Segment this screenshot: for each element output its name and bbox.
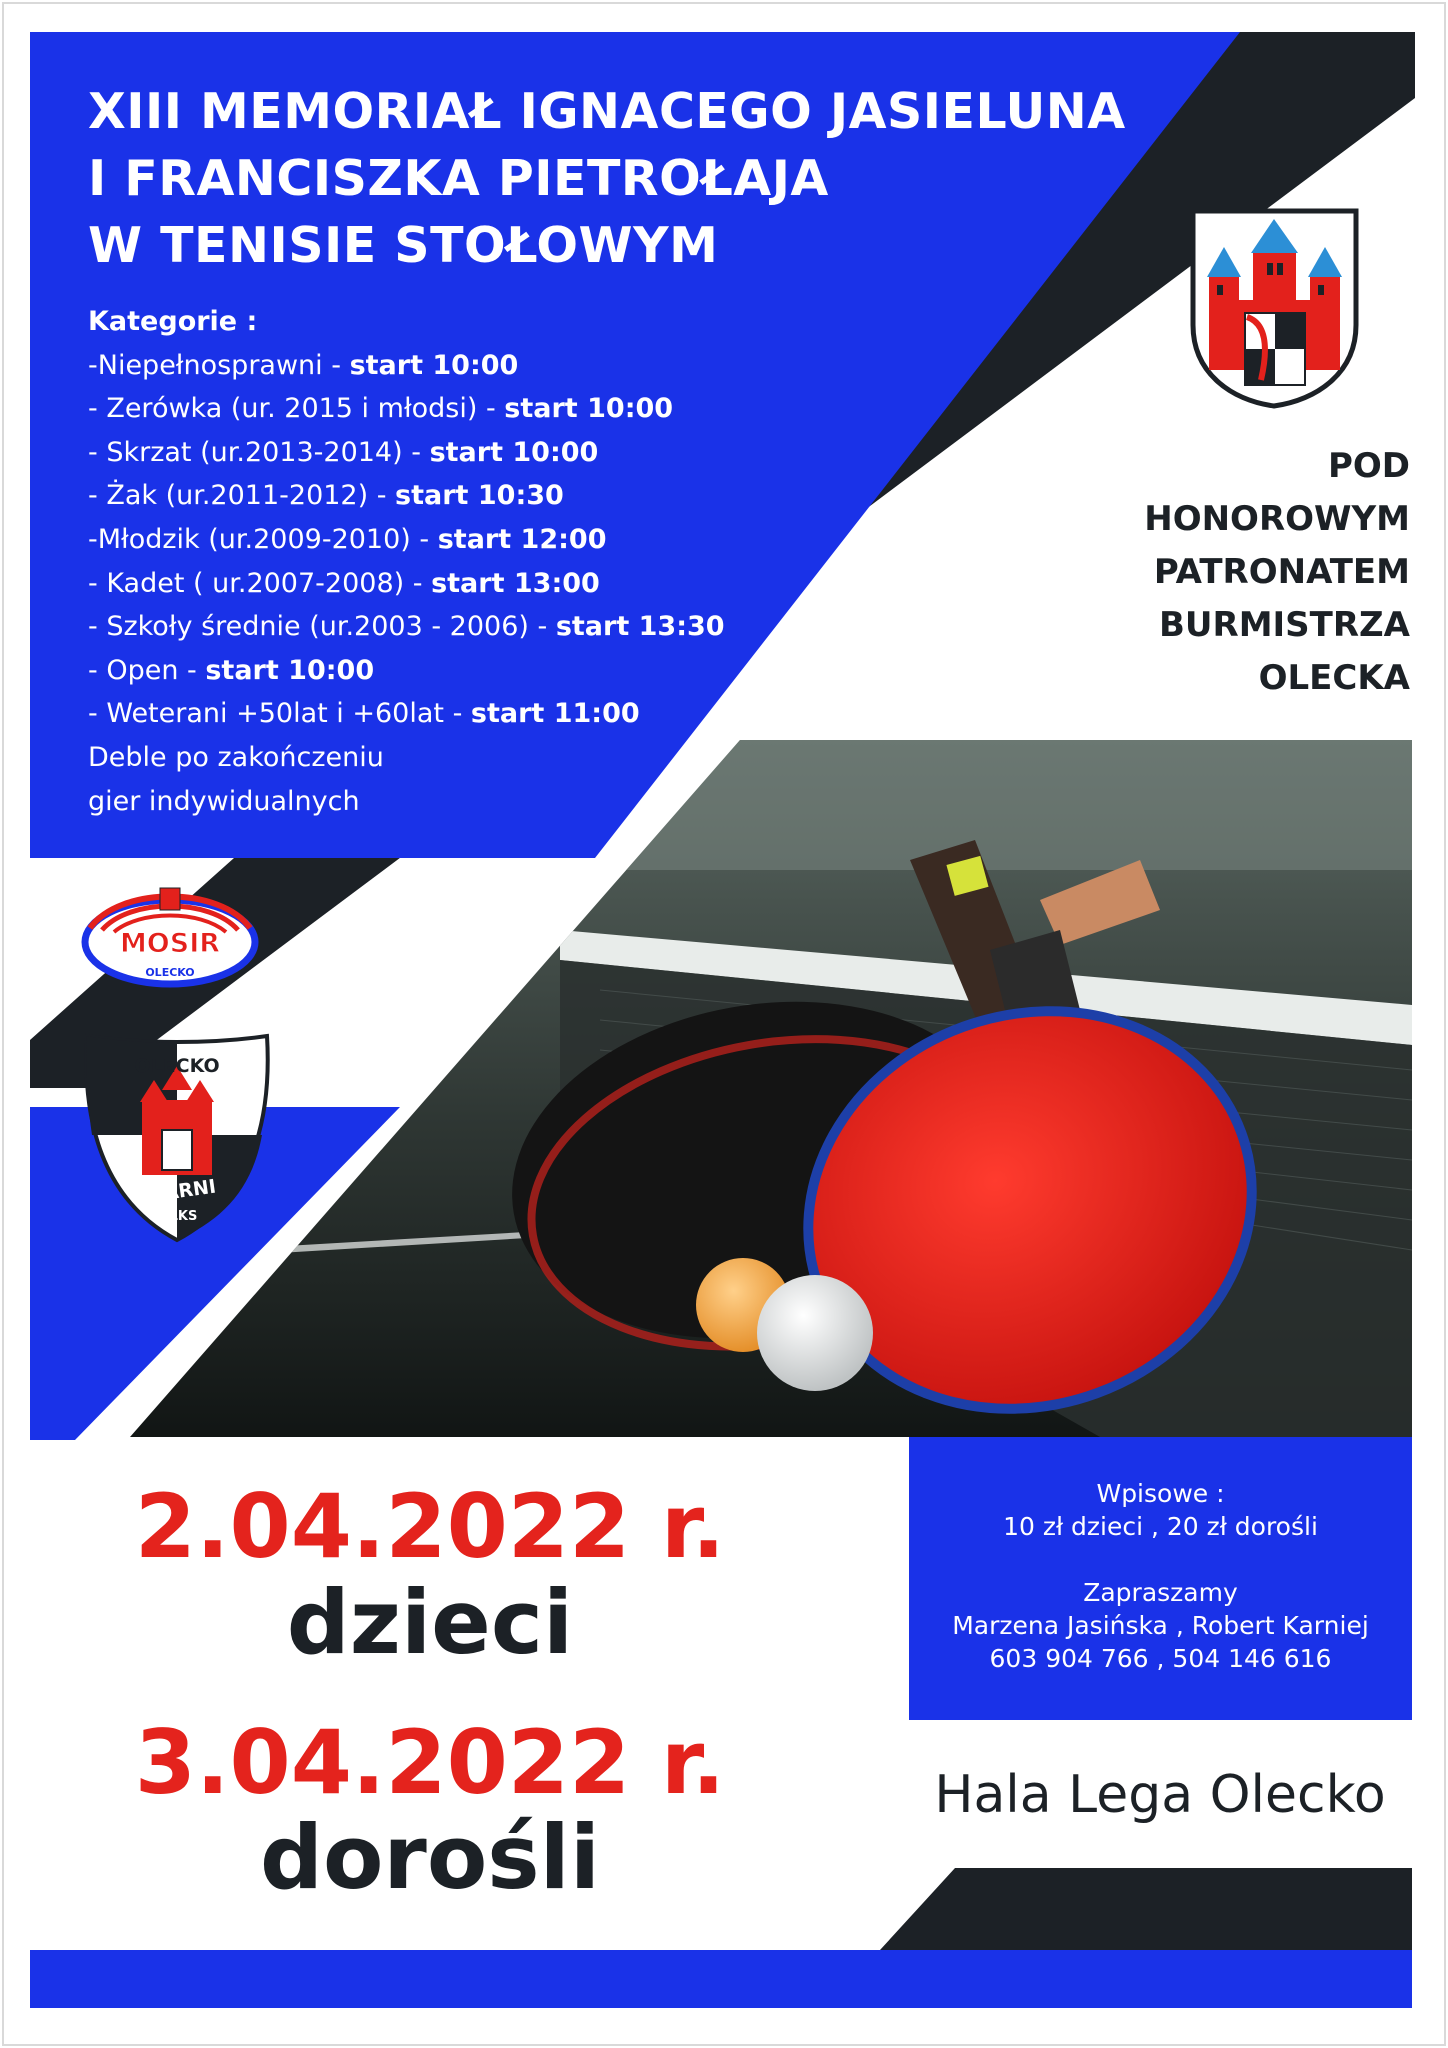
category-label: - Open - [88, 654, 206, 686]
category-row [88, 387, 788, 431]
club-crest-subtext: MLKS [156, 1209, 198, 1224]
category-start: start 13:30 [555, 611, 725, 643]
category-row [88, 692, 788, 736]
patronage-text [970, 440, 1410, 705]
category-label: - Kadet ( ur.2007-2008) - [88, 567, 432, 599]
fee-values: 10 zł dzieci , 20 zł dorośli [1003, 1512, 1318, 1541]
category-start: start 12:00 [437, 523, 607, 555]
category-label: - Weterani +50lat i +60lat - [88, 698, 471, 730]
category-label: - Skrzat (ur.2013-2014) - [88, 436, 430, 468]
category-row [88, 344, 788, 388]
patronage-line-1: POD [1327, 446, 1410, 486]
event-title [88, 78, 1268, 279]
doubles-note-line-1: Deble po zakończeniu [88, 741, 384, 773]
doubles-note-line-2: gier indywidualnych [88, 785, 360, 817]
category-row [88, 518, 788, 562]
category-start: start 10:00 [205, 654, 375, 686]
club-crest-name: CZARNI [135, 1175, 218, 1209]
patronage-line-4: BURMISTRZA [1158, 605, 1410, 645]
patronage-line-3: PATRONATEM [1153, 552, 1410, 592]
title-line-1: XIII MEMORIAŁ IGNACEGO JASIELUNA [88, 83, 1126, 140]
patronage-line-2: HONOROWYM [1144, 499, 1410, 539]
contact-phones: 603 904 766 , 504 146 616 [989, 1644, 1332, 1673]
category-start: start 10:00 [349, 349, 519, 381]
category-label: - Żak (ur.2011-2012) - [88, 480, 396, 512]
category-start: start 10:00 [504, 393, 674, 425]
venue: Hala Lega Olecko [934, 1765, 1386, 1825]
info-box [909, 1437, 1412, 1720]
category-label: - Zerówka (ur. 2015 i młodsi) - [88, 393, 505, 425]
children-date: 2.04.2022 r. [134, 1475, 726, 1578]
adults-label: dorośli [259, 1806, 600, 1909]
olecko-coat-of-arms-icon [1187, 205, 1362, 410]
white-ball [757, 1275, 873, 1391]
fee-heading: Wpisowe : [1096, 1479, 1225, 1508]
mosir-logo-text: MOSIR [119, 928, 221, 959]
patronage-line-5: OLECKA [1258, 658, 1410, 698]
children-label: dzieci [286, 1571, 574, 1674]
category-start: start 13:00 [431, 567, 600, 599]
category-row [88, 474, 788, 518]
category-label: -Młodzik (ur.2009-2010) - [88, 523, 438, 555]
invite-text: Zapraszamy [1083, 1578, 1238, 1607]
mosir-logo-subtext: OLECKO [145, 966, 195, 979]
category-row [88, 562, 788, 606]
mosir-logo [80, 880, 260, 990]
category-row [88, 649, 788, 693]
category-start: start 10:00 [429, 436, 599, 468]
contact-names: Marzena Jasińska , Robert Karniej [952, 1611, 1369, 1640]
categories-heading: Kategorie : [88, 306, 258, 337]
category-row [88, 605, 788, 649]
club-crest-top-text: OLECKO [134, 1055, 220, 1077]
title-line-2: I FRANCISZKA PIETROŁAJA [88, 150, 829, 207]
category-start: start 10:30 [395, 480, 564, 512]
categories-list [88, 300, 788, 823]
czarni-club-crest [82, 1030, 272, 1245]
category-start: start 11:00 [470, 698, 640, 730]
category-label: -Niepełnosprawni - [88, 349, 350, 381]
category-label: - Szkoły średnie (ur.2003 - 2006) - [88, 611, 556, 643]
adults-date: 3.04.2022 r. [134, 1711, 726, 1814]
title-line-3: W TENISIE STOŁOWYM [88, 217, 719, 274]
category-row [88, 431, 788, 475]
